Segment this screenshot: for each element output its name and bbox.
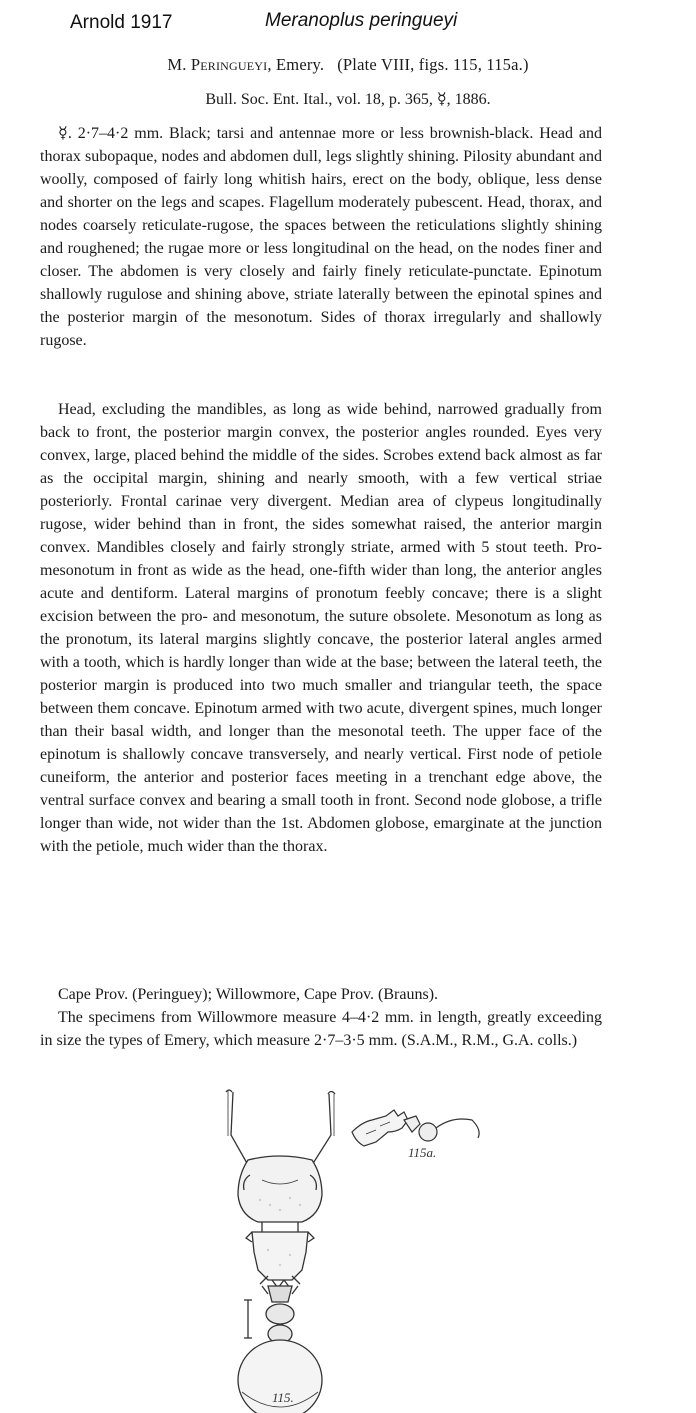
ant-lateral-petiole-illustration <box>352 1110 479 1146</box>
paragraph-text: Head, excluding the mandibles, as long as wide behind, narrowed gradually from back to front, the posterior margin convex, the posterior angles rounded. Eyes very convex, large, placed behind the middle of the sides. Scrobes extend back almost as far as the occipital margin, shining and nearly smooth, with a few vertical striae posteriorly. Frontal carinae very divergent. Median area of clypeus longitudinally rugose, wider behind than in front, the sides somewhat raised, the anterior margin convex. Mandibles closely and fairly strongly striate, armed with 5 stout teeth. Pro-mesonotum in front as wide as the head, one-fifth wider than long, the anterior angles acute and dentiform. Lateral margins of pronotum feebly concave; there is a slight excision between the pro- and mesonotum, the suture obsolete. Mesonotum as long as the pronotum, its lateral margins slightly concave, the posterior lateral angles armed with a tooth, which is hardly longer than wide at the base; between the lateral teeth, the posterior margin is produced into two much smaller and triangular teeth, the space between them concave. Epinotum armed with two acute, divergent spines, much longer than their basal width, and longer than the mesonotal teeth. The upper face of the epinotum is shallowly concave transversely, and nearly vertical. First node of petiole cuneiform, the anterior and posterior faces meeting in a trenchant edge above, the ventral surface convex and bearing a small tooth in front. Second node globose, a trifle longer than wide, not wider than the 1st. Abdomen globose, emarginate at the junction with the petiole, much wider than the thorax. <box>40 401 602 855</box>
figure-115-caption: 115. <box>272 1390 294 1405</box>
locality-paragraph <box>40 983 602 1006</box>
header-author-year: Arnold 1917 <box>70 12 173 33</box>
description-paragraph-2 <box>40 398 602 858</box>
paragraph-text: ☿. 2·7–4·2 mm. Black; tarsi and antennae more or less brownish-black. Head and thorax subopaque, nodes and abdomen dull, legs slightly shining. Pilosity abundant and woolly, composed of fairly long whitish hairs, erect on the body, oblique, less dense and shorter on the legs and scapes. Flagellum moderately pubescent. Head, thorax, and nodes coarsely reticulate-rugose, the spaces between the reticulations slightly shining and roughened; the rugae more or less longitudinal on the head, on the nodes finer and closer. The abdomen is very closely and fairly finely reticulate-punctate. Epinotum shallowly rugulose and shining above, striate laterally between the epinotal spines and the posterior margin of the mesonotum. Sides of thorax irregularly and shallowly rugose. <box>40 125 602 349</box>
species-heading <box>0 55 696 75</box>
header-species-name: Meranoplus peringueyi <box>265 10 458 31</box>
figure-115a-caption: 115a. <box>408 1145 437 1160</box>
description-paragraph-1 <box>40 122 602 352</box>
ant-dorsal-view-illustration <box>0 1080 696 1413</box>
bibliographic-citation: Bull. Soc. Ent. Ital., vol. 18, p. 365, ☿, 1886. <box>205 91 491 108</box>
genus-abbrev: M. <box>167 55 187 74</box>
authority: , Emery. <box>267 55 325 74</box>
specimen-size-paragraph <box>40 1006 602 1052</box>
plate-reference: (Plate VIII, figs. 115, 115a.) <box>337 55 529 74</box>
paragraph-text: The specimens from Willowmore measure 4–4·2 mm. in length, greatly exceeding in size the types of Emery, which measure 2·7–3·5 mm. (S.A.M., R.M., G.A. colls.) <box>40 1009 602 1049</box>
species-epithet: Peringueyi <box>190 55 268 74</box>
plate-figures <box>0 1080 696 1413</box>
paragraph-text: Cape Prov. (Peringuey); Willowmore, Cape Prov. (Brauns). <box>58 986 439 1003</box>
